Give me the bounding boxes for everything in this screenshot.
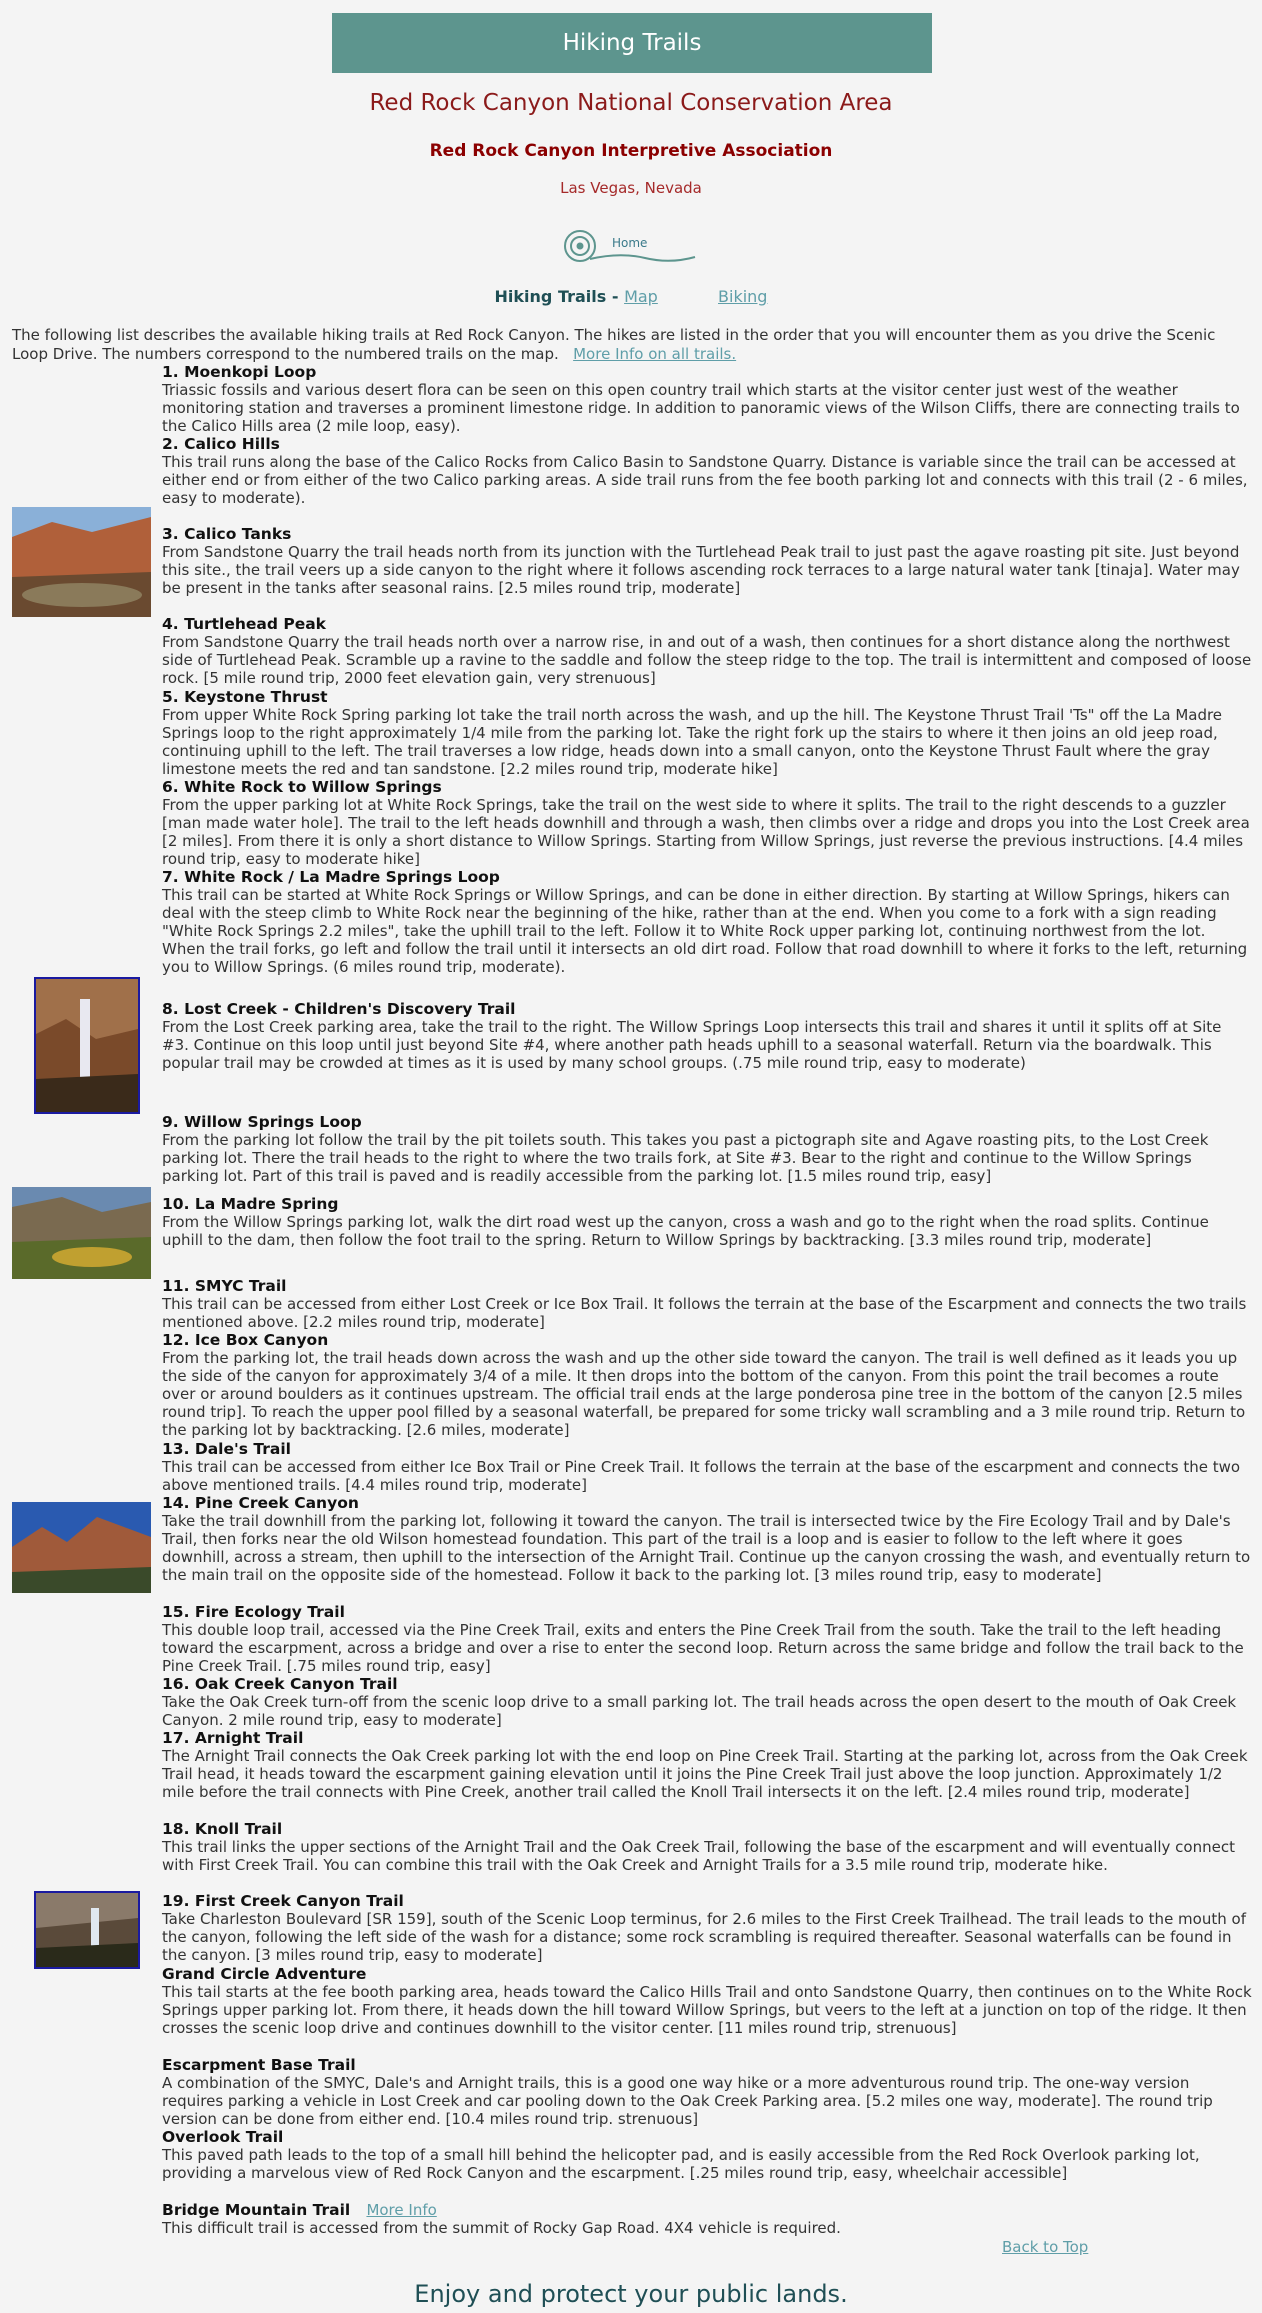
trail-9 [162, 1113, 1252, 1185]
trail-description: This trail can be accessed from either Ice Box Trail or Pine Creek Trail. It follows the terrain at the base of the escarpment and connects the two above mentioned trails. [4.4 miles round trip, moderate] [162, 1458, 1241, 1494]
trail-description: This trail can be started at White Rock Springs or Willow Springs, and can be done in either direction. By starting at Willow Springs, hikers can deal with the steep climb to White Rock near the beginning of the hike, rather than at the end. When you come to a fork with a sign reading "White Rock Springs 2.2 miles", take the uphill trail to the left. Follow it to White Rock upper parking lot, continuing northwest from the lot. When the trail forks, go left and follow the trail until it intersects an old dirt road. Follow that road downhill to where it forks to the left, returning you to Willow Springs. (6 miles round trip, moderate). [162, 886, 1248, 976]
trail-title: 16. Oak Creek Canyon Trail [162, 1675, 398, 1693]
trail-description: This double loop trail, accessed via the Pine Creek Trail, exits and enters the Pine Creek Trail from the south. Take the trail to the left heading toward the escarpment, across a bridge and over a rise to enter the second loop. Return across the same bridge and follow the trail back to the Pine Creek Trail. [.75 miles round trip, easy] [162, 1621, 1244, 1675]
trail-description: The Arnight Trail connects the Oak Creek parking lot with the end loop on Pine Creek Trail. Starting at the parking lot, across from the Oak Creek Trail head, it heads toward the escarpment gaining elevation until it joins the Pine Creek Trail just above the loop junction. Approximately 1/2 mile before the trail connects with Pine Creek, another trail called the Knoll Trail intersects it on the left. [2.4 miles round trip, moderate] [162, 1747, 1248, 1801]
trail-13 [162, 1440, 1252, 1494]
trail-title: 1. Moenkopi Loop [162, 363, 317, 381]
trail-title: 12. Ice Box Canyon [162, 1331, 329, 1349]
trail-description: This trail can be accessed from either Lost Creek or Ice Box Trail. It follows the terrain at the base of the Escarpment and connects the two trails mentioned above. [2.2 miles round trip, moderate] [162, 1295, 1247, 1331]
trail-description: Take the Oak Creek turn-off from the scenic loop drive to a small parking lot. The trail heads across the open desert to the mouth of Oak Creek Canyon. 2 mile round trip, easy to moderate] [162, 1693, 1237, 1729]
map-link[interactable]: Map [624, 287, 658, 306]
trail-title: 9. Willow Springs Loop [162, 1113, 362, 1131]
pine-creek-photo [12, 1502, 151, 1593]
page-banner: Hiking Trails [332, 13, 932, 73]
trail-description: From Sandstone Quarry the trail heads north over a narrow rise, in and out of a wash, then continues for a short distance along the northwest side of Turtlehead Peak. Scramble up a ravine to the saddle and follow the steep ridge to the top. The trail is intermittent and composed of loose rock. [5 mile round trip, 2000 feet elevation gain, very strenuous] [162, 633, 1252, 687]
trail-15 [162, 1603, 1252, 1675]
trail-description: From the Lost Creek parking area, take the trail to the right. The Willow Springs Loop intersects this trail and shares it until it splits off at Site #3. Continue on this loop until just beyond Site #4, where another path heads uphill to a seasonal waterfall. Return via the boardwalk. This popular trail may be crowded at times as it is used by many school groups. (.75 mile round trip, easy to moderate) [162, 1018, 1222, 1072]
trail-description: A combination of the SMYC, Dale's and Arnight trails, this is a good one way hike or a more adventurous round trip. The one-way version requires parking a vehicle in Lost Creek and car pooling down to the Oak Creek Parking area. [5.2 miles one way, moderate]. The round trip version can be done from either end. [10.4 miles round trip. strenuous] [162, 2074, 1213, 2128]
location: Las Vegas, Nevada [560, 179, 702, 197]
trail-1 [162, 363, 1252, 435]
trail-3 [162, 525, 1252, 597]
la-madre-spring-photo [12, 1187, 151, 1279]
home-label[interactable]: Home [612, 236, 648, 250]
trail-title [162, 2201, 1252, 2219]
trail-title: 18. Knoll Trail [162, 1820, 283, 1838]
trail-title: Escarpment Base Trail [162, 2056, 356, 2074]
trail-title: Grand Circle Adventure [162, 1965, 367, 1983]
trail-title: 15. Fire Ecology Trail [162, 1603, 345, 1621]
trail-12 [162, 1331, 1252, 1439]
home-link[interactable] [560, 224, 700, 272]
trail-bridge-mountain [162, 2201, 1252, 2237]
trail-description: This trail runs along the base of the Calico Rocks from Calico Basin to Sandstone Quarry. Distance is variable since the trail can be accessed at either end or from either of the two Calico parking areas. A side trail runs from the fee booth parking lot and connects with this trail (2 - 6 miles, easy to moderate). [162, 453, 1248, 507]
more-info-all-link[interactable]: More Info on all trails. [573, 345, 737, 363]
trail-title: 5. Keystone Thrust [162, 688, 328, 706]
trail-description: From Sandstone Quarry the trail heads north from its junction with the Turtlehead Peak trail to just past the agave roasting pit site. Just beyond this site., the trail veers up a side canyon to the right where it follows ascending rock terraces to a large natural water tank [tinaja]. Water may be present in the tanks after seasonal rains. [2.5 miles round trip, moderate] [162, 543, 1240, 597]
lost-creek-photo [34, 977, 140, 1114]
trail-description: This difficult trail is accessed from the summit of Rocky Gap Road. 4X4 vehicle is required. [162, 2219, 841, 2237]
biking-link[interactable]: Biking [718, 287, 768, 306]
trail-2 [162, 435, 1252, 507]
trail-8 [162, 1000, 1252, 1072]
trail-title: 19. First Creek Canyon Trail [162, 1892, 404, 1910]
trail-title: 2. Calico Hills [162, 435, 280, 453]
nav-bar [0, 287, 1262, 306]
trail-description: Triassic fossils and various desert flora can be seen on this open country trail which starts at the visitor center just west of the weather monitoring station and traverses a prominent limestone ridge. In addition to panoramic views of the Wilson Cliffs, there are connecting trails to the Calico Hills area (2 mile loop, easy). [162, 381, 1240, 435]
trail-title: 11. SMYC Trail [162, 1277, 287, 1295]
trail-title-text: Bridge Mountain Trail [162, 2201, 351, 2219]
trail-title: Overlook Trail [162, 2128, 284, 2146]
calico-tanks-photo [12, 507, 151, 617]
trail-7 [162, 868, 1252, 976]
trail-title: 14. Pine Creek Canyon [162, 1494, 359, 1512]
trail-title: 13. Dale's Trail [162, 1440, 291, 1458]
trail-description: From the upper parking lot at White Rock Springs, take the trail on the west side to where it splits. The trail to the right descends to a guzzler [man made water hole]. The trail to the left heads downhill and through a wash, then climbs over a ridge and drops you into the Lost Creek area [2 miles]. From there it is only a short distance to Willow Springs. Starting from Willow Springs, just reverse the previous instructions. [4.4 miles round trip, easy to moderate hike] [162, 796, 1250, 868]
trail-description: From the parking lot, the trail heads down across the wash and up the other side toward the canyon. The trail is well defined as it leads you up the side of the canyon for approximately 3/4 of a mile. It then drops into the bottom of the canyon. From this point the trail becomes a route over or around boulders as it continues upstream. The official trail ends at the large ponderosa pine tree in the bottom of the canyon [2.5 miles round trip]. To reach the upper pool filled by a seasonal waterfall, be prepared for some tricky wall scrambling and a 3 mile round trip. Return to the parking lot by backtracking. [2.6 miles, moderate] [162, 1349, 1246, 1439]
association-name: Red Rock Canyon Interpretive Association [429, 141, 833, 161]
back-to-top-link[interactable]: Back to Top [1002, 2238, 1089, 2256]
trail-17 [162, 1729, 1252, 1801]
trail-title: 4. Turtlehead Peak [162, 615, 326, 633]
trail-title: 7. White Rock / La Madre Springs Loop [162, 868, 500, 886]
trail-title: 10. La Madre Spring [162, 1195, 339, 1213]
bridge-mountain-more-info-link[interactable]: More Info [366, 2201, 437, 2219]
trail-escarpment-base [162, 2056, 1252, 2128]
footer-text: Enjoy and protect your public lands. [414, 2280, 848, 2308]
trail-10 [162, 1195, 1252, 1249]
nav-title: Hiking Trails - [494, 287, 625, 306]
trail-description: From the Willow Springs parking lot, walk the dirt road west up the canyon, cross a wash and go to the right when the road splits. Continue uphill to the dam, then follow the foot trail to the spring. Return to Willow Springs by backtracking. [3.3 miles round trip, moderate] [162, 1213, 1209, 1249]
trail-14 [162, 1494, 1252, 1584]
trail-description: From the parking lot follow the trail by the pit toilets south. This takes you past a pictograph site and Agave roasting pits, to the Lost Creek parking lot. There the trail heads to the right to where the two trails fork, at Site #3. Bear to the right and continue to the Willow Springs parking lot. Part of this trail is paved and is readily accessible from the parking lot. [1.5 miles round trip, easy] [162, 1131, 1209, 1185]
trail-title: 17. Arnight Trail [162, 1729, 304, 1747]
intro-body: The following list describes the available hiking trails at Red Rock Canyon. The hikes are listed in the order that you will encounter them as you drive the Scenic Loop Drive. The numbers correspond to the numbered trails on the map. [12, 326, 1216, 363]
first-creek-photo [34, 1891, 140, 1969]
trail-11 [162, 1277, 1252, 1331]
trail-description: Take the trail downhill from the parking lot, following it toward the canyon. The trail is intersected twice by the Fire Ecology Trail and by Dale's Trail, then forks near the old Wilson homestead foundation. This part of the trail is a loop and is easier to follow to the left where it goes downhill, across a stream, then uphill to the intersection of the Arnight Trail. Continue up the canyon crossing the wash, and eventually return to the main trail on the opposite side of the homestead. Follow it back to the parking lot. [3 miles round trip, easy to moderate] [162, 1512, 1251, 1584]
trail-overlook [162, 2128, 1252, 2182]
trail-4 [162, 615, 1252, 687]
trail-6 [162, 778, 1252, 868]
trail-title: 8. Lost Creek - Children's Discovery Trail [162, 1000, 516, 1018]
trail-description: This trail links the upper sections of the Arnight Trail and the Oak Creek Trail, following the base of the escarpment and will eventually connect with First Creek Trail. You can combine this trail with the Oak Creek and Arnight Trails for a 3.5 mile round trip, moderate hike. [162, 1838, 1235, 1874]
trail-title: 6. White Rock to Willow Springs [162, 778, 442, 796]
intro-text [12, 326, 1254, 364]
trail-description: From upper White Rock Spring parking lot take the trail north across the wash, and up the hill. The Keystone Thrust Trail 'Ts" off the La Madre Springs loop to the right approximately 1/4 mile from the parking lot. Take the right fork up the stairs to where it then joins an old jeep road, continuing uphill to the left. The trail traverses a low ridge, heads down into a small canyon, onto the Keystone Thrust Fault where the gray limestone meets the red and tan sandstone. [2.2 miles round trip, moderate hike] [162, 706, 1223, 778]
trail-description: This tail starts at the fee booth parking area, heads toward the Calico Hills Trail and onto Sandstone Quarry, then continues on to the White Rock Springs upper parking lot. From there, it heads down the hill toward Willow Springs, but veers to the left at a junction on top of the ridge. It then crosses the scenic loop drive and continues downhill to the visitor center. [11 miles round trip, strenuous] [162, 1983, 1252, 2037]
trail-5 [162, 688, 1252, 778]
trail-18 [162, 1820, 1252, 1874]
trail-16 [162, 1675, 1252, 1729]
trail-description: Take Charleston Boulevard [SR 159], south of the Scenic Loop terminus, for 2.6 miles to the First Creek Trailhead. The trail leads to the mouth of the canyon, following the left side of the wash for a distance; some rock scrambling is required thereafter. Seasonal waterfalls can be found in the canyon. [3 miles round trip, easy to moderate] [162, 1910, 1246, 1964]
trail-description: This paved path leads to the top of a small hill behind the helicopter pad, and is easily accessible from the Red Rock Overlook parking lot, providing a marvelous view of Red Rock Canyon and the escarpment. [.25 miles round trip, easy, wheelchair accessible] [162, 2146, 1200, 2182]
trail-grand-circle [162, 1965, 1252, 2037]
trail-19 [162, 1892, 1252, 1964]
org-title: Red Rock Canyon National Conservation Area [369, 90, 893, 116]
trail-title: 3. Calico Tanks [162, 525, 292, 543]
